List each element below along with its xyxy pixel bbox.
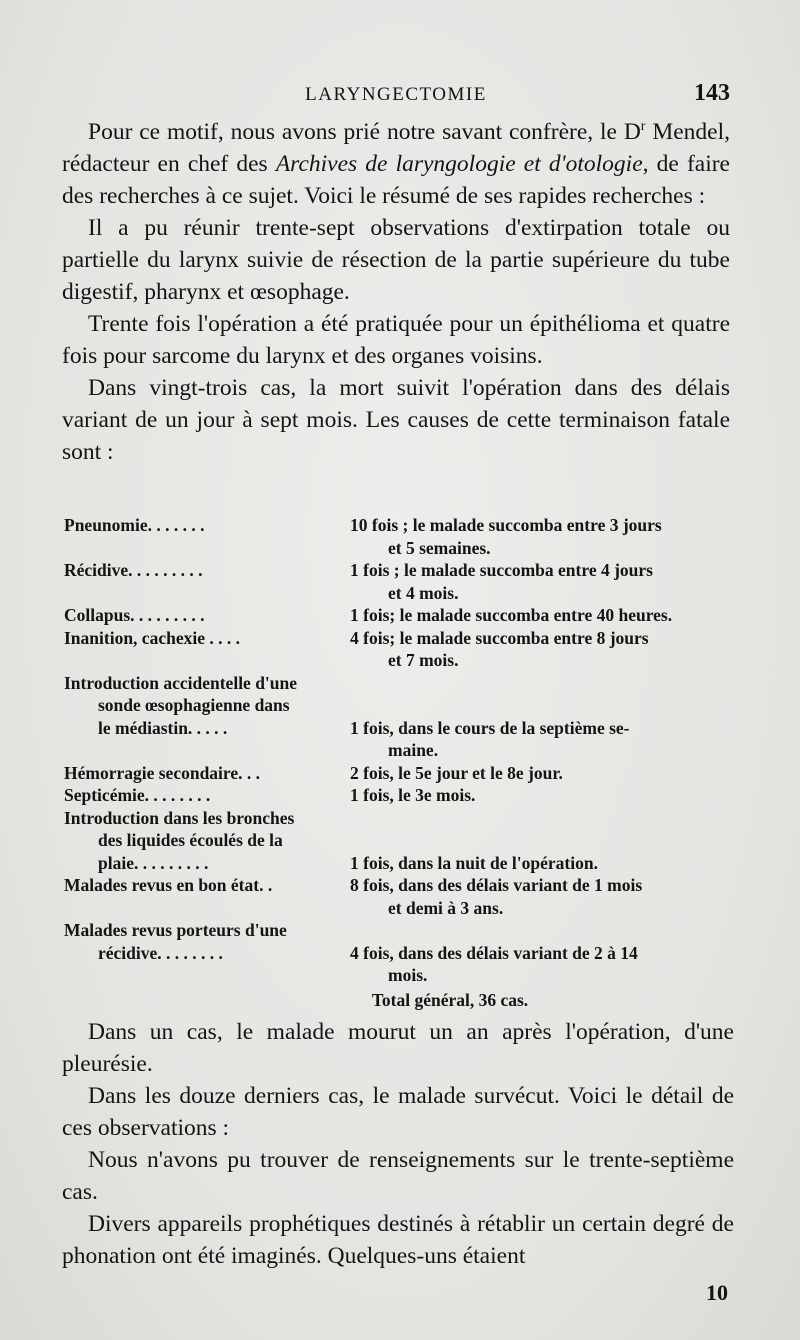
cause-label: [64, 514, 346, 559]
cause-value-line: et 4 mois.: [388, 582, 459, 603]
page-number: 143: [694, 80, 730, 106]
cause-value-line: 1 fois ; le malade succomba entre 4 jours: [350, 560, 653, 580]
cause-value-line: et 7 mois.: [388, 650, 459, 670]
cause-label-line: Malades revus porteurs d'une: [64, 920, 287, 940]
cause-value-line: [350, 694, 736, 717]
cause-value: [346, 807, 736, 875]
cause-value-line: 1 fois; le malade succomba entre 40 heures.: [350, 605, 673, 625]
running-title: LARYNGECTOMIE: [305, 84, 487, 105]
cause-label: [64, 874, 346, 919]
cause-value-line: 1 fois, dans le cours de la septième se-: [350, 717, 630, 738]
paragraph-3: Trente fois l'opération a été pratiquée pour un épithélioma et quatre fois pour sarcome du larynx et des organes voisins.: [62, 311, 730, 369]
cause-value: [346, 559, 736, 604]
cause-value-line: et demi à 3 ans.: [388, 897, 504, 918]
cause-value: [346, 874, 736, 919]
p1-text-c: , de faire des recherches à ce sujet. Voici le résumé de ses rapides recherches :: [62, 151, 730, 209]
cause-label-line: le médiastin. . . . .: [98, 717, 228, 738]
page-header: [62, 80, 730, 110]
cause-label: [64, 919, 346, 987]
cause-row: [64, 672, 736, 762]
closing-text: [62, 1016, 734, 1272]
cause-value: [346, 784, 736, 807]
paragraph-1: [62, 116, 730, 212]
cause-label: [64, 672, 346, 762]
cause-row: [64, 514, 736, 559]
cause-value: [346, 919, 736, 987]
cause-value: [346, 514, 736, 559]
cause-value: [346, 604, 736, 627]
cause-label: [64, 807, 346, 875]
cause-value-line: [350, 807, 736, 830]
cause-value-line: 4 fois; le malade succomba entre 8 jours: [350, 627, 649, 648]
total-line: Total général, 36 cas.: [371, 989, 529, 1010]
cause-value-line: 10 fois ; le malade succomba entre 3 jours: [350, 515, 662, 535]
cause-row: [64, 874, 736, 919]
cause-label-line: Introduction accidentelle d'une: [64, 672, 298, 693]
cause-label: [64, 604, 346, 627]
cause-label: [64, 627, 346, 672]
cause-row: [64, 762, 736, 785]
cause-value: [346, 627, 736, 672]
cause-label-line: récidive. . . . . . . .: [98, 942, 223, 963]
cause-label-line: des liquides écoulés de la: [98, 830, 283, 850]
cause-value: [346, 762, 736, 785]
cause-value-line: et 5 semaines.: [388, 537, 491, 558]
cause-label: [64, 784, 346, 807]
cause-value-line: 1 fois, dans la nuit de l'opération.: [350, 852, 598, 873]
paragraph-8: Divers appareils prophétiques destinés à rétablir un certain degré de phonation ont été imaginés. Quelques-uns étaient: [62, 1211, 734, 1269]
cause-label-line: Pneunomie. . . . . . .: [64, 515, 205, 535]
cause-row: [64, 627, 736, 672]
cause-value-line: [350, 919, 736, 942]
cause-label-line: Inanition, cachexie . . . .: [64, 627, 240, 648]
cause-label-line: Collapus. . . . . . . . .: [64, 605, 205, 625]
cause-value-line: 4 fois, dans des délais variant de 2 à 14: [350, 942, 638, 963]
cause-label-line: Introduction dans les bronches: [64, 807, 295, 828]
cause-label-line: Hémorragie secondaire. . .: [64, 762, 261, 783]
cause-row: [64, 807, 736, 875]
cause-value-line: mois.: [388, 965, 428, 985]
cause-label: [64, 762, 346, 785]
cause-label: [64, 559, 346, 604]
p1-text-a: Pour ce motif, nous avons prié notre savant confrère, le D: [88, 119, 641, 145]
cause-value-line: maine.: [388, 740, 439, 760]
cause-row: [64, 784, 736, 807]
body-text: [62, 116, 730, 468]
paragraph-2: Il a pu réunir trente-sept observations d'extirpation totale ou partielle du larynx suivie de résection de la partie supérieure du tube digestif, pharynx et œsophage.: [62, 215, 730, 305]
p1-text-b: Mendel, rédacteur en chef des: [62, 119, 730, 177]
paragraph-6: Dans les douze derniers cas, le malade survécut. Voici le détail de ces observations :: [62, 1083, 734, 1141]
cause-value-line: [350, 672, 736, 695]
cause-label-line: Récidive. . . . . . . . .: [64, 560, 203, 580]
cause-label-line: Septicémie. . . . . . . .: [64, 785, 211, 805]
paragraph-5: Dans un cas, le malade mourut un an après l'opération, d'une pleurésie.: [62, 1019, 734, 1077]
cause-row: [64, 604, 736, 627]
paragraph-4: Dans vingt-trois cas, la mort suivit l'opération dans des délais variant de un jour à sept mois. Les causes de cette terminaison fatale sont :: [62, 375, 730, 465]
cause-label-line: plaie. . . . . . . . .: [98, 852, 209, 873]
cause-row: [64, 919, 736, 987]
causes-table: [64, 514, 736, 1011]
cause-value-line: 8 fois, dans des délais variant de 1 mois: [350, 875, 643, 895]
cause-value-line: [350, 829, 736, 852]
signature-mark: 10: [706, 1280, 728, 1305]
cause-value: [346, 672, 736, 762]
cause-label-line: sonde œsophagienne dans: [98, 695, 290, 715]
cause-row: [64, 559, 736, 604]
paragraph-7: Nous n'avons pu trouver de renseignements sur le trente-septième cas.: [62, 1147, 734, 1205]
journal-title: Archives de laryngologie et d'otologie: [275, 151, 643, 177]
cause-value-line: 2 fois, le 5e jour et le 8e jour.: [350, 762, 563, 783]
p1-superscript: r: [640, 119, 646, 135]
cause-label-line: Malades revus en bon état. .: [64, 875, 273, 895]
cause-value-line: 1 fois, le 3e mois.: [350, 785, 476, 805]
